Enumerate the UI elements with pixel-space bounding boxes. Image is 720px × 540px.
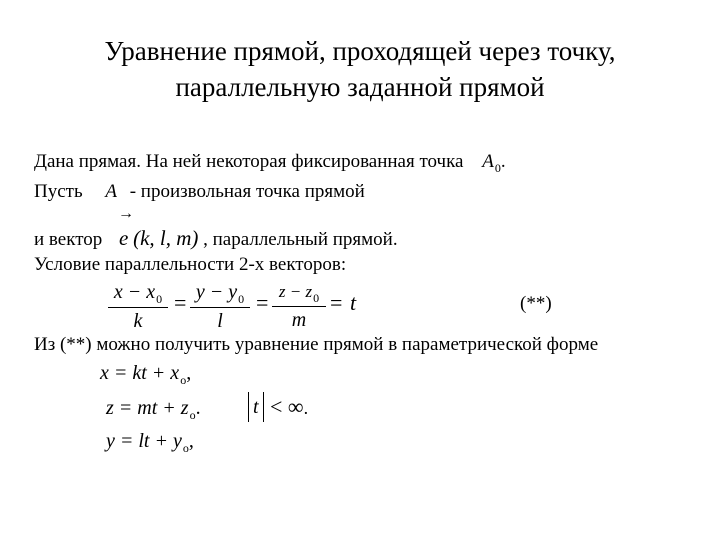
slide-title xyxy=(60,33,660,105)
fraction-y-num-text: y − y xyxy=(195,281,238,303)
less-than-infinity-end: . xyxy=(303,398,309,418)
point-a0-letter: A xyxy=(482,151,494,172)
parametric-x-text: x = kt + x xyxy=(100,362,180,384)
text-arbitrary-point: - произвольная точка прямой xyxy=(129,181,365,202)
parametric-x xyxy=(100,362,191,385)
fraction-y-numerator xyxy=(190,280,250,308)
vector-e: e xyxy=(119,226,129,250)
text-line-let xyxy=(34,181,365,203)
fraction-z-num-text: z − z xyxy=(278,282,313,301)
title-line-1: Уравнение прямой, проходящей через точку, xyxy=(104,36,616,66)
equation-label: (**) xyxy=(520,293,552,314)
fraction-y xyxy=(190,280,250,334)
parametric-z-text: z = mt + z xyxy=(106,397,189,419)
parametric-z xyxy=(106,397,201,420)
fraction-z xyxy=(272,280,326,333)
title-line-2: параллельную заданной прямой xyxy=(175,72,545,102)
fraction-x-num-text: x − x xyxy=(113,281,156,303)
abs-t: t xyxy=(253,396,259,418)
parametric-y-end: , xyxy=(188,430,194,452)
abs-bar-left xyxy=(248,392,249,422)
parametric-x-sub: o xyxy=(180,373,187,387)
fraction-x xyxy=(108,280,168,334)
fraction-z-num-sub: 0 xyxy=(313,291,320,305)
parametric-z-end: . xyxy=(195,397,201,419)
text-line-vector xyxy=(34,226,398,251)
parametric-z-sub: o xyxy=(189,408,196,422)
fraction-y-num-sub: 0 xyxy=(238,292,245,306)
text-given-line: Дана прямая. На ней некоторая фиксированная точка xyxy=(34,151,464,172)
point-a0 xyxy=(482,151,501,175)
equals-sign-2: = xyxy=(256,290,269,315)
text-line1-end: . xyxy=(500,151,506,172)
less-than-infinity xyxy=(270,394,308,420)
parametric-x-end: , xyxy=(186,362,192,384)
fraction-z-numerator xyxy=(272,280,326,307)
equals-sign-3: = xyxy=(330,290,343,315)
less-than-infinity-text: < ∞ xyxy=(270,394,304,419)
parametric-y xyxy=(106,430,194,453)
abs-bar-right xyxy=(263,392,264,422)
text-line-parametric: Из (**) можно получить уравнение прямой в параметрической форме xyxy=(34,334,599,355)
parametric-y-text: y = lt + y xyxy=(106,430,182,452)
text-and-vector: и вектор xyxy=(34,229,103,250)
text-parallel-line: , параллельный прямой. xyxy=(203,229,398,250)
parametric-y-sub: o xyxy=(182,441,189,455)
parameter-t: t xyxy=(350,290,357,315)
text-line-given-line xyxy=(34,151,506,173)
fraction-x-num-sub: 0 xyxy=(156,292,163,306)
equals-sign-1: = xyxy=(174,290,187,315)
text-let: Пусть xyxy=(34,181,83,202)
point-a0-sub: 0 xyxy=(494,161,501,175)
fraction-x-numerator xyxy=(108,280,168,308)
fraction-x-denominator: k xyxy=(133,310,143,332)
point-a: A xyxy=(105,181,117,202)
fraction-z-denominator: m xyxy=(291,309,307,331)
text-line-condition: Условие параллельности 2-х векторов: xyxy=(34,254,347,275)
vector-arrow-icon: → xyxy=(118,205,134,222)
fraction-y-denominator: l xyxy=(217,310,223,332)
vector-components: (k, l, m) xyxy=(133,226,199,250)
